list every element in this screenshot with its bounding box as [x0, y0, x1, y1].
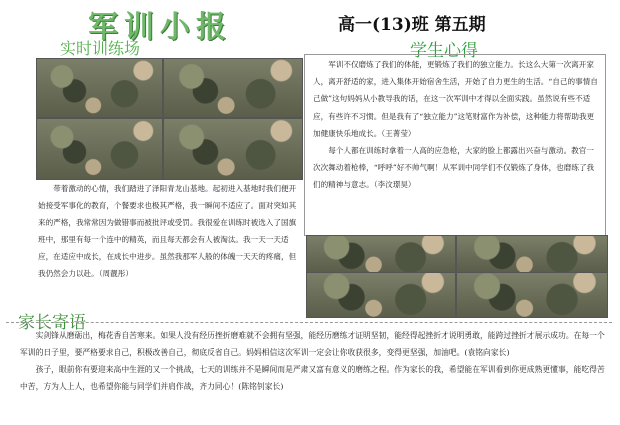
section-heading-heart: 学生心得	[410, 41, 478, 61]
camp-photo-6	[456, 235, 608, 273]
camp-photo-4	[163, 118, 303, 180]
heart-article	[313, 56, 601, 194]
parent-article	[20, 327, 610, 395]
camp-photo-5	[306, 235, 456, 273]
parent-paragraph-2: 孩子，眼前你有要迎来高中生涯的又一个挑战，七天的训练并不是瞬间而是严肃又富有意义的磨练之程。作为家长的我，希望能在军训看到你更成熟更懂事，能吃得苦中苦，方为人上人，也希望你能与同学们并肩作战，齐力同心！(陈铭钊家长)	[20, 365, 605, 391]
issue-label: 高一(13)班 第五期	[338, 15, 486, 35]
section-heading-training: 实时训练场	[60, 39, 141, 58]
section-heading-parent: 家长寄语	[18, 313, 86, 333]
heart-paragraph-2: 每个人都在训练时拿着一人高的应急枪，大家的脸上都露出兴奋与激动。教官一次次舞动着枪棒，“呼呼”好不帅气啊！从军训中同学们不仅锻炼了身体，也磨练了我们的精神与意志。（李汶璟昊）	[313, 146, 595, 190]
camp-photo-8	[456, 272, 608, 318]
heart-paragraph-1: 军训不仅磨炼了我们的体能，更锻炼了我们的独立能力。长这么大第一次离开家人，离开舒适的家，进入集体开始宿舍生活，开始了自力更生的生活。“自己的事情自己做”这句妈妈从小教导我的话，在这一次军训中才得以全面实践。虽然说有些不适应，有些许不习惯。但是我有了“独立能力”这笔财富作为补偿，这种能力将帮助我更加健康快乐地成长。（王菁莹）	[313, 60, 598, 138]
camp-photo-7	[306, 272, 456, 318]
camp-photo-2	[163, 58, 303, 118]
newspaper-title: 军训小报	[88, 10, 232, 45]
camp-photo-1	[36, 58, 163, 118]
training-article: 带着激动的心情，我们踏进了泽阳青龙山基地。起初进入基地时我们便开始接受军事化的教育，个餐要求也极其严格，我一瞬间不适应了。面对突如其来的严格，我常常因为做错事而被批评或受罚。我很爱在训练时被选入了国旗班中，那里有每一个连中的精英，而且每天都会有人被淘汰。我一天一天适应，在适应中成长，在成长中进步。虽然我那军人般的体魄一天天的疼痛，但我仍然会力以赴。（周靓彤）	[38, 184, 297, 278]
parent-paragraph-1: 实剑锋从磨砺出，梅花香自苦寒来。如果人没有经历挫折磨难就不会拥有坚强，能经历磨练才证明坚韧，能经得起挫折才说明勇敢，能跨过挫折才展示成功。在每一个军训的日子里，要严格要求自己，积极改善自己，彻底反省自己。妈妈相信这次军训一定会让你收获很多，变得更坚强，加油吧。(袁铭向家长)	[20, 331, 605, 357]
camp-photo-3	[36, 118, 163, 180]
